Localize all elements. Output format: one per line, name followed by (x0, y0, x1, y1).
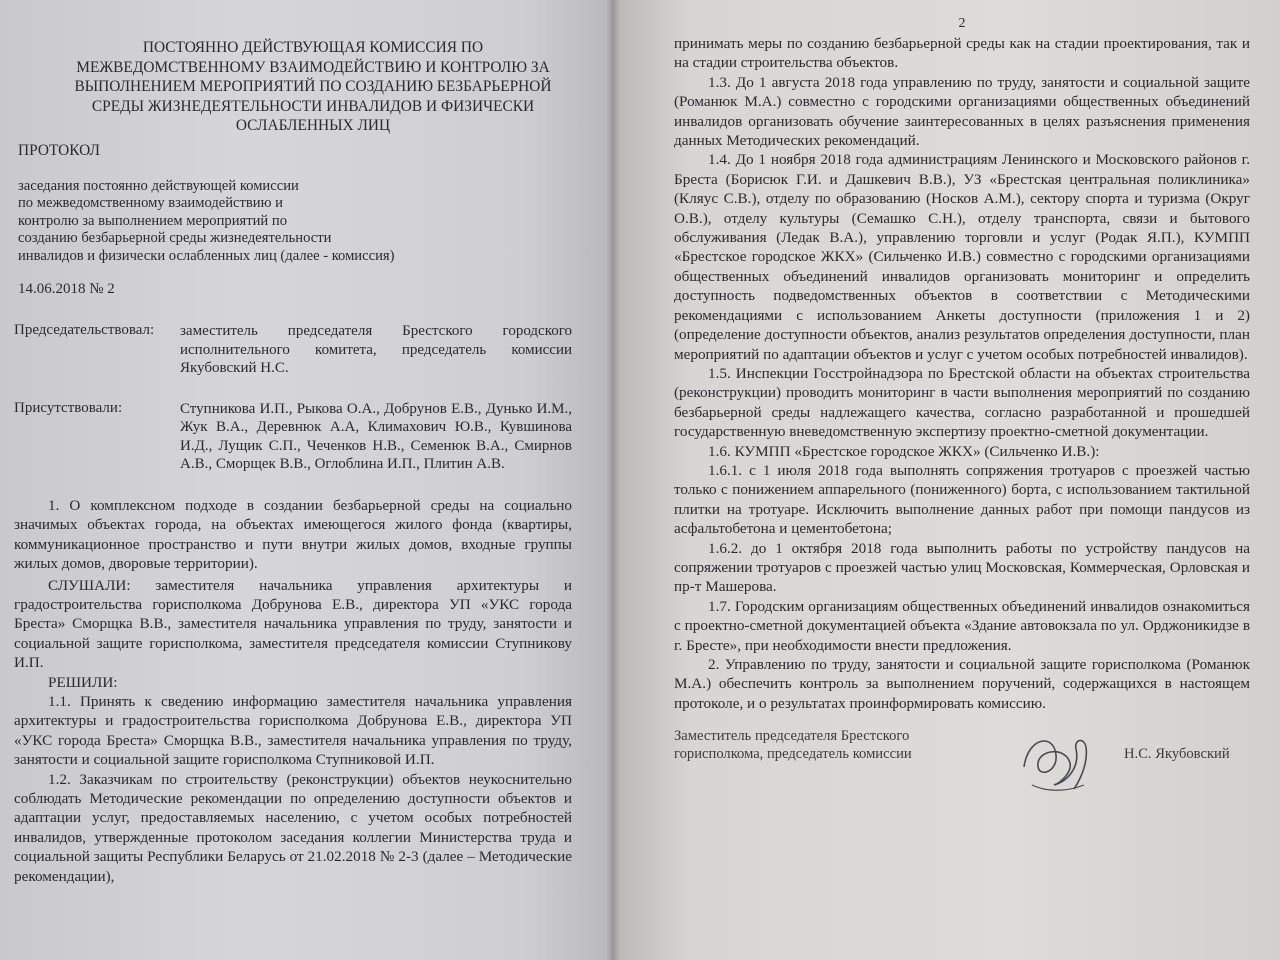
subject-line: по межведомственному взаимодействию и (18, 195, 283, 212)
subject-line: созданию безбарьерной среды жизнедеятельности (18, 230, 332, 247)
page-number: 2 (958, 16, 966, 31)
protocol-subject (18, 178, 572, 266)
decision-1-7: 1.7. Городским организациям общественных объединений инвалидов ознакомиться с проектно-сметной документацией объекта «Здание автовокзала по ул. Орджоникидзе в г. Бресте», при необходимости внести предложения. (674, 597, 1250, 654)
decision-2: 2. Управлению по труду, занятости и социальной защите горисполкома (Романюк М.А.) обеспечить контроль за выполнением поручений, содержащихся в настоящем протоколе, и о результатах проинформировать комиссию. (674, 656, 1250, 712)
handwritten-signature (1014, 727, 1104, 797)
decided-label: РЕШИЛИ: (48, 673, 118, 691)
subject-line: контролю за выполнением мероприятий по (18, 212, 287, 229)
commission-heading: ПОСТОЯННО ДЕЙСТВУЮЩАЯ КОМИССИЯ ПО МЕЖВЕДОМСТВЕННОМУ ВЗАИМОДЕЙСТВИЮ И КОНТРОЛЮ ЗА ВЫПОЛНЕНИЕМ МЕРОПРИЯТИЙ ПО СОЗДАНИЮ БЕЗБАРЬЕРНОЙ СРЕДЫ ЖИЗНЕДЕЯТЕЛЬНОСТИ ИНВАЛИДОВ И ФИЗИЧЕСКИ ОСЛАБЛЕННЫХ ЛИЦ (74, 39, 552, 134)
signer-name: Н.С. Якубовский (1124, 746, 1230, 763)
decision-1-6-2: 1.6.2. до 1 октября 2018 года выполнить работы по устройству пандусов на сопряжении тротуаров с проезжей частью улиц Московская, Коммерческая, Орловская и пр-т Машерова. (674, 539, 1250, 596)
protocol-title: ПРОТОКОЛ (18, 141, 100, 159)
chair-label: Председательствовал: (14, 322, 155, 339)
present-row (14, 400, 572, 474)
heard-paragraph: СЛУШАЛИ: заместителя начальника управления архитектуры и градостроительства горисполкома Добрунова Е.В., директора УП «УКС города Бреста» Сморщка В.В., заместителя начальника управления по труду, занятости и социальной защите горисполкома, заместителя председателя комиссии Ступникову И.П. (14, 576, 572, 672)
chair-row (14, 322, 572, 378)
present-value: Ступникова И.П., Рыкова О.А., Добрунов Е.В., Дунько И.М., Жук В.А., Деревнюк А.А, Климахович Ю.В., Кувшинова И.Д., Лущик С.П., Чеченков Н.В., Семенюк В.А., Смирнов А.В., Сморщек В.В., Оглоблина И.П., Плитин А.В. (180, 400, 572, 473)
decision-1-3: 1.3. До 1 августа 2018 года управлению по труду, занятости и социальной защите (Романюк М.А.) совместно с городскими организациями общественных объединений инвалидов организовать обучение заинтересованных в целях разъяснения применения данных Методических рекомендаций. (674, 73, 1250, 150)
decision-1-5: 1.5. Инспекции Госстройнадзора по Брестской области на объектах строительства (реконструкции) проводить мониторинг в части выполнения мероприятий по созданию безбарьерной среды надлежащего качества, согласно разработанной и прошедшей государственную вневедомственную экспертизу проектно-сметной документации. (674, 364, 1250, 441)
decision-1-6-1: 1.6.1. с 1 июля 2018 года выполнять сопряжения тротуаров с проезжей частью только с понижением аппарельного (пониженного) борта, с использованием тактильной плитки на тротуаре. Исключить выполнение данных работ при помощи пандусов из асфальтобетона и цементобетона; (674, 461, 1250, 538)
chair-value: заместитель председателя Брестского городского исполнительного комитета, председатель комиссии Якубовский Н.С. (180, 323, 572, 377)
page-fold (606, 0, 620, 960)
signature-block (674, 727, 1250, 797)
signer-title-line-1: Заместитель председателя Брестского (674, 728, 910, 745)
decision-1-2: 1.2. Заказчикам по строительству (реконструкции) объектов неукоснительно соблюдать Методические рекомендации по определению доступности объектов и адаптации услуг, предоставляемых населению, с учетом особых потребностей инвалидов, утвержденные протоколом заседания коллегии Министерства труда и социальной защиты Республики Беларусь от 21.02.2018 № 2-3 (далее – Методические рекомендации), (14, 770, 572, 885)
agenda-item-1: 1. О комплексном подходе в создании безбарьерной среды на социально значимых объектах города, на объектах имеющегося жилого фонда (квартиры, коммуникационное пространство и пути внутри жилых домов, входные группы жилых домов, дворовые территории). (14, 496, 572, 573)
present-label: Присутствовали: (14, 399, 123, 416)
decision-1-1: 1.1. Принять к сведению информацию заместителя начальника управления архитектуры и градостроительства горисполкома Добрунова Е.В., директора УП «УКС города Бреста» Сморщка В.В., заместителя начальника управления по труду, занятости и социальной защите горисполкома Ступниковой И.П. (14, 693, 572, 769)
protocol-date-number: 14.06.2018 № 2 (18, 281, 115, 298)
decision-1-4: 1.4. До 1 ноября 2018 года администрациям Ленинского и Московского районов г. Бреста (Борисюк Г.И. и Дашкевич В.В.), УЗ «Брестская центральная поликлиника» (Кляус С.В.), отделу по образованию (Носков А.М.), сектору спорта и туризма (Округ О.В.), отделу культуры (Семашко С.Н.), отделу транспорта, связи и бытового обслуживания (Ледак В.А.), управлению торговли и услуг (Родак Я.П.), КУМПП «Брестское городское ЖКХ» (Сильченко И.В.) совместно с городскими организациями общественных объединений инвалидов организовать мониторинг и определить доступность подведомственных объектов в соответствии с Методическими рекомендациями с использованием Анкеты доступности (приложения 1 и 2) (определение доступности объектов, анализ результатов определения доступности, план мероприятий по адаптации объектов и услуг с учетом особых потребностей инвалидов). (674, 151, 1250, 363)
document-page-1 (0, 0, 612, 960)
decision-1-2-cont: принимать меры по созданию безбарьерной среды как на стадии проектирования, так и на стадии строительства объектов. (674, 35, 1250, 72)
subject-line: инвалидов и физически ослабленных лиц (далее - комиссия) (18, 247, 395, 264)
document-page-2 (612, 0, 1280, 960)
decision-1-6: 1.6. КУМПП «Брестское городское ЖКХ» (Сильченко И.В.): (708, 442, 1100, 460)
subject-line: заседания постоянно действующей комиссии (18, 177, 299, 194)
signer-title-line-2: горисполкома, председатель комиссии (674, 746, 912, 763)
